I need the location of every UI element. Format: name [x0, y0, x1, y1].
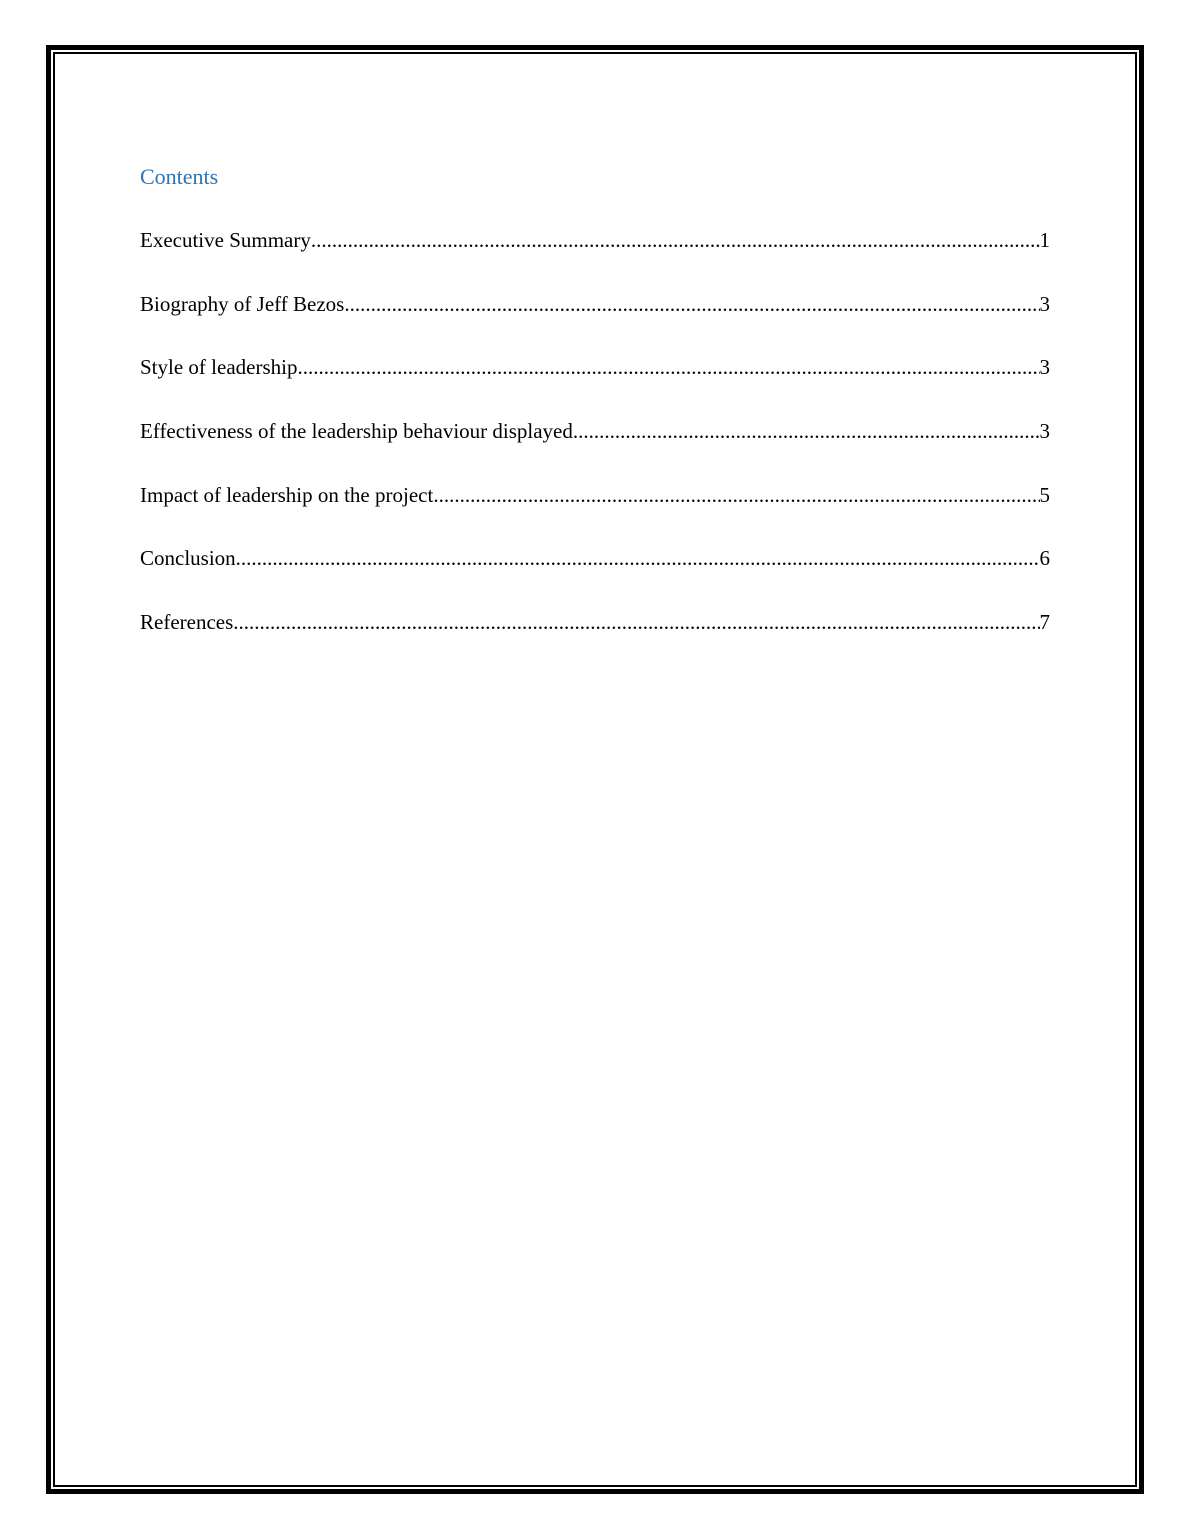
- toc-entry[interactable]: [140, 545, 1050, 571]
- toc-entry-page: 1: [1039, 228, 1050, 252]
- toc-entry-page: 3: [1039, 355, 1050, 380]
- table-of-contents: [140, 163, 1050, 673]
- toc-entry-title: Conclusion: [140, 546, 236, 571]
- toc-entry-title: Executive Summary: [140, 228, 311, 252]
- toc-dot-leader: [236, 545, 1040, 571]
- toc-heading: Contents: [140, 164, 219, 189]
- toc-entry-title: Impact of leadership on the project: [140, 482, 434, 507]
- toc-entry-page: 5: [1039, 482, 1050, 507]
- toc-entry-page: 6: [1039, 546, 1050, 571]
- toc-entry-page: 3: [1039, 419, 1050, 444]
- toc-dot-leader: [311, 227, 1040, 253]
- toc-entry-title: Style of leadership: [140, 355, 298, 380]
- toc-entry-page: 3: [1039, 291, 1050, 316]
- toc-entry-title: Effectiveness of the leadership behaviour displayed: [140, 419, 573, 444]
- toc-entry-title: Biography of Jeff Bezos: [140, 291, 345, 316]
- toc-dot-leader: [433, 482, 1039, 508]
- toc-dot-leader: [233, 609, 1039, 635]
- toc-dot-leader: [297, 354, 1039, 380]
- toc-entry[interactable]: [140, 418, 1050, 444]
- toc-entry[interactable]: [140, 291, 1050, 317]
- toc-entry[interactable]: [140, 609, 1050, 635]
- toc-entry[interactable]: [140, 482, 1050, 508]
- toc-entry[interactable]: [140, 227, 1050, 253]
- toc-dot-leader: [573, 418, 1040, 444]
- toc-list: [140, 227, 1050, 635]
- toc-entry-page: 7: [1039, 610, 1050, 635]
- toc-dot-leader: [344, 291, 1039, 317]
- toc-entry[interactable]: [140, 354, 1050, 380]
- toc-entry-title: References: [140, 610, 234, 635]
